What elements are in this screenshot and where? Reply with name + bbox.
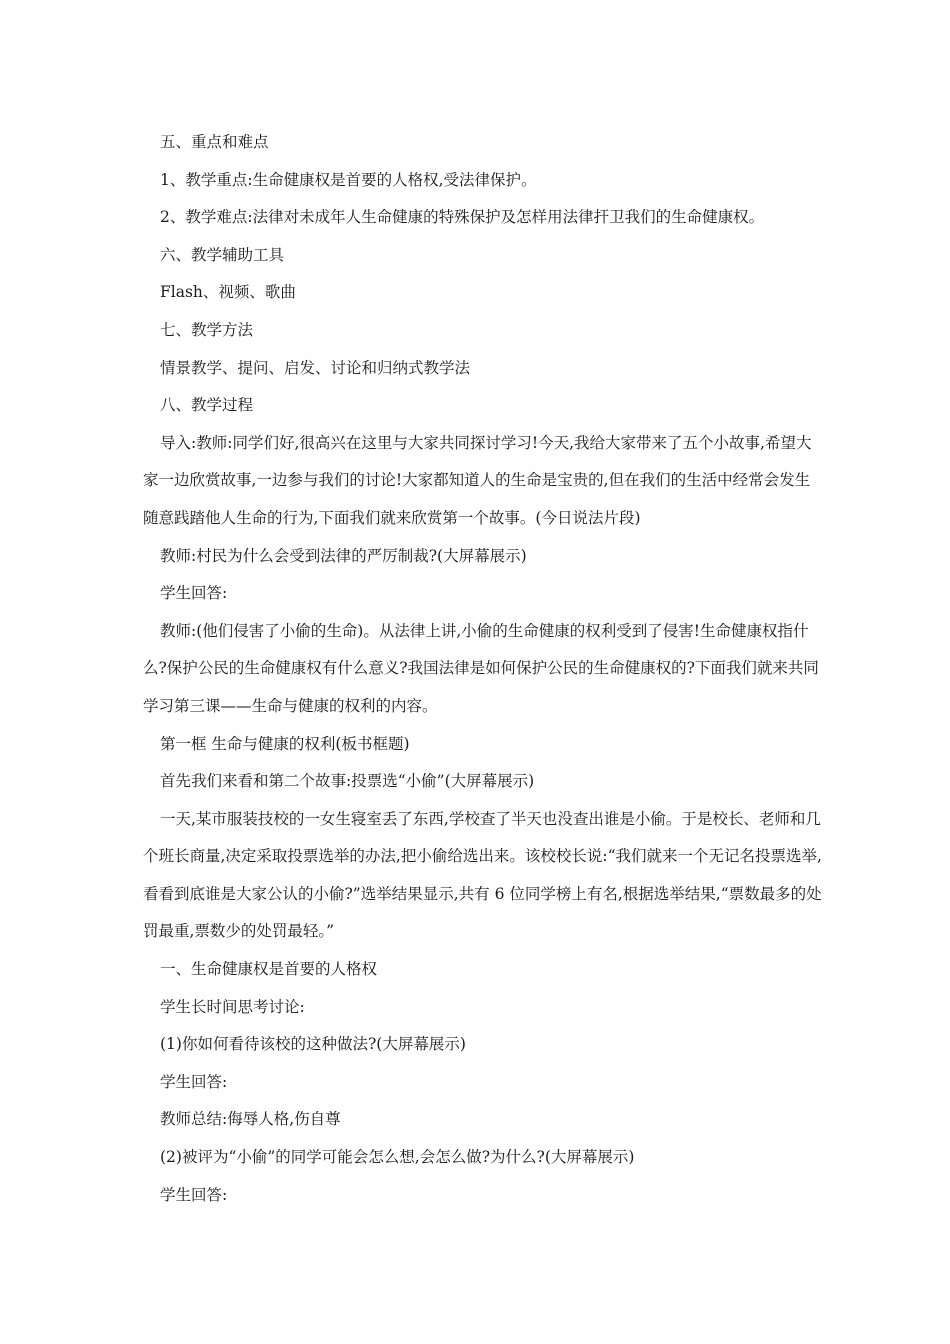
paragraph-teacher-question-1: 教师:村民为什么会受到法律的严厉制裁?(大屏幕展示) [160, 546, 527, 565]
paragraph-second-story-intro: 首先我们来看和第二个故事:投票选“小偷”(大屏幕展示) [160, 772, 535, 791]
paragraph-student-answer-2: 学生回答: [160, 1072, 228, 1091]
paragraph-teacher-explanation: 教师:(他们侵害了小偷的生命)。从法律上讲,小偷的生命健康的权利受到了侵害!生命健康权指什么?保护公民的生命健康权有什么意义?我国法律是如何保护公民的生命健康权的?下面我们就来共同学习第三课——生命与健康的权利的内容。 [143, 621, 819, 715]
paragraph-second-story: 一天,某市服装技校的一女生寝室丢了东西,学校查了半天也没查出谁是小偷。于是校长、老师和几个班长商量,决定采取投票选举的办法,把小偷给选出来。该校校长说:“我们就来一个无记名投票选举,看看到底谁是大家公认的小偷?”选举结果显示,共有 6 位同学榜上有名,根据选举结果,“票数最多的处罚最重,票数少的处罚最轻。” [143, 809, 822, 941]
paragraph-question-1: (1)你如何看待该校的这种做法?(大屏幕展示) [160, 1035, 466, 1054]
paragraph-student-answer-3: 学生回答: [160, 1185, 228, 1204]
section-heading-teaching-process: 八、教学过程 [160, 396, 254, 415]
section-heading-teaching-methods: 七、教学方法 [160, 320, 254, 339]
section-heading-personality-right: 一、生命健康权是首要的人格权 [160, 960, 378, 979]
paragraph-introduction: 导入:教师:同学们好,很高兴在这里与大家共同探讨学习!今天,我给大家带来了五个小故事,希望大家一边欣赏故事,一边参与我们的讨论!大家都知道人的生命是宝贵的,但在我们的生活中经常会发生随意践踏他人生命的行为,下面我们就来欣赏第一个故事。(今日说法片段) [143, 433, 812, 527]
paragraph-student-answer-1: 学生回答: [160, 584, 228, 603]
section-heading-teaching-tools: 六、教学辅助工具 [160, 245, 285, 264]
paragraph-methods-list: 情景教学、提问、启发、讨论和归纳式教学法 [160, 358, 471, 377]
paragraph-key-point: 1、教学重点:生命健康权是首要的人格权,受法律保护。 [160, 170, 537, 189]
paragraph-student-discussion: 学生长时间思考讨论: [160, 997, 305, 1016]
paragraph-teacher-summary: 教师总结:侮辱人格,伤自尊 [160, 1110, 341, 1129]
document-body [143, 124, 823, 1214]
paragraph-question-2: (2)被评为“小偷”的同学可能会怎么想,会怎么做?为什么?(大屏幕展示) [160, 1148, 635, 1167]
section-heading-key-points: 五、重点和难点 [160, 133, 269, 151]
paragraph-difficult-point: 2、教学难点:法律对未成年人生命健康的特殊保护及怎样用法律扞卫我们的生命健康权。 [160, 208, 765, 227]
paragraph-frame-title: 第一框 生命与健康的权利(板书框题) [160, 734, 410, 753]
paragraph-tools-list: Flash、视频、歌曲 [160, 283, 296, 302]
